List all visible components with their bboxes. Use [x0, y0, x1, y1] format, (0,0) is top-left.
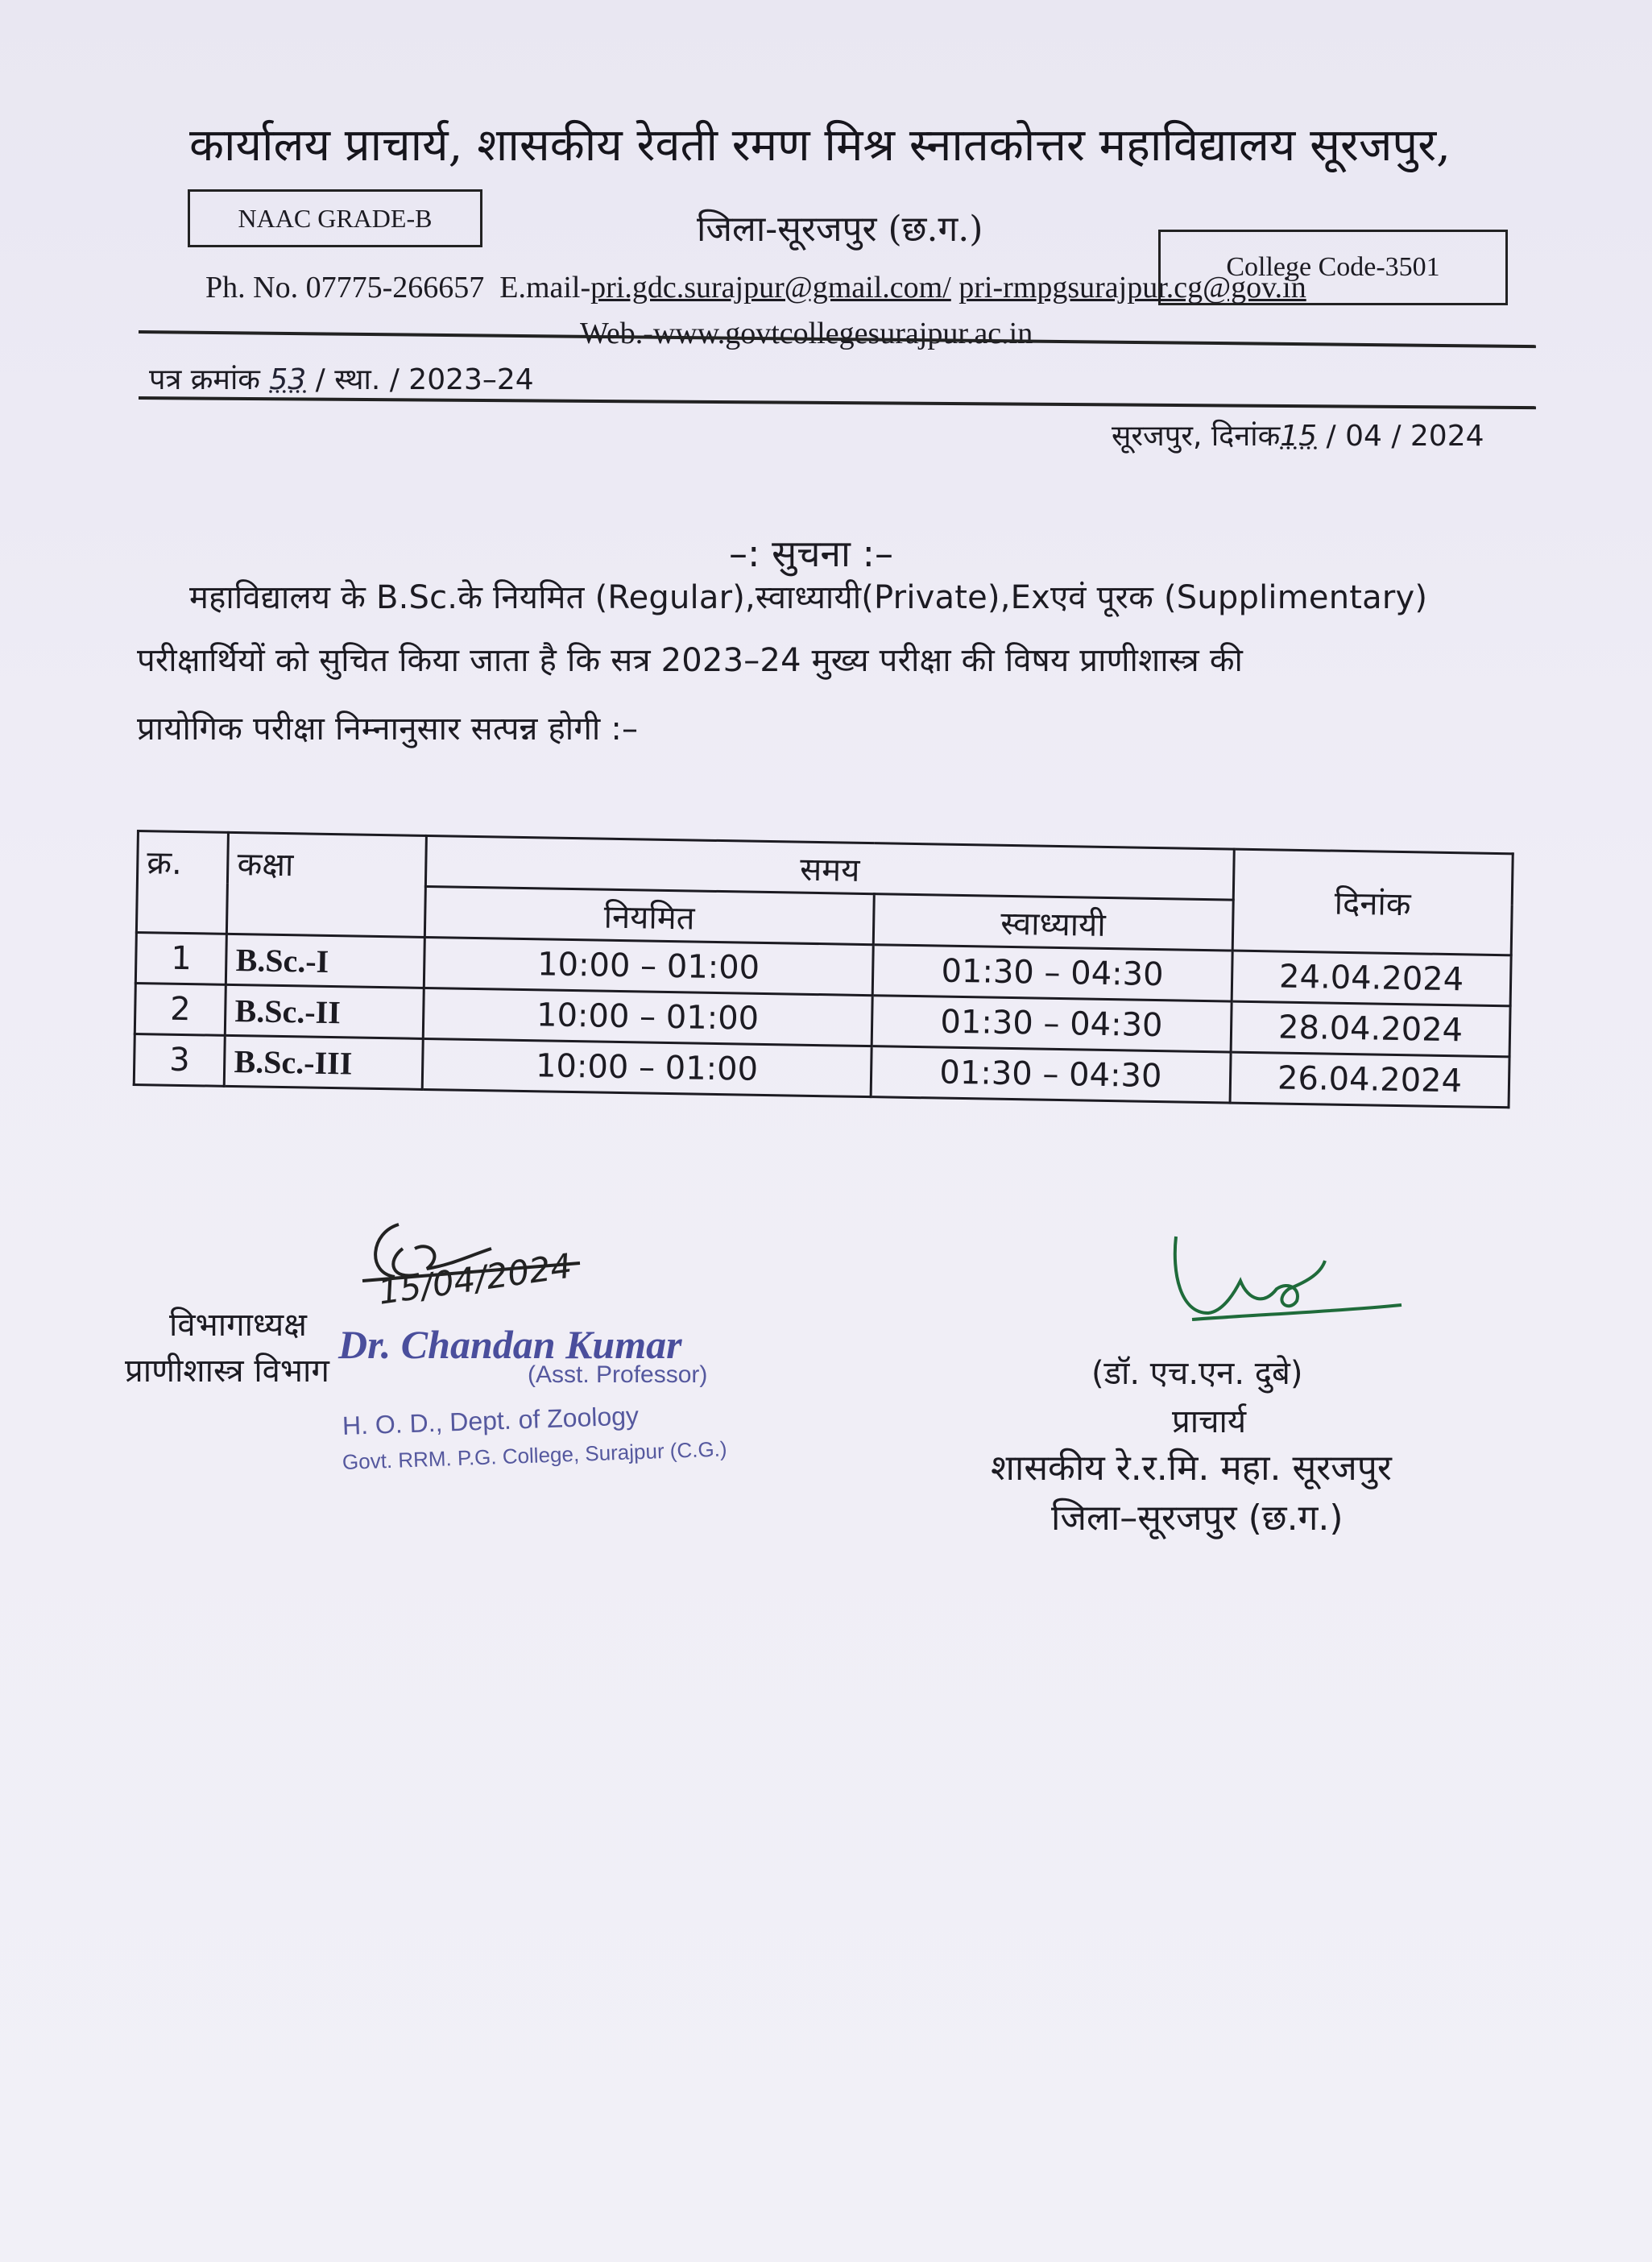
header-private: स्वाध्यायी — [873, 894, 1233, 951]
letterhead-subtitle: जिला-सूरजपुर (छ.ग.) — [697, 209, 983, 250]
hod-sign-date: 15/04/2024 — [375, 1245, 575, 1312]
letter-date — [1112, 415, 1484, 454]
website-line: Web.-www.govtcollegesurajpur.ac.in — [580, 317, 1033, 350]
row-sr: 1 — [135, 933, 226, 985]
college-code-box: College Code-3501 — [1158, 230, 1508, 305]
row-regular-time: 10:00 – 01:00 — [423, 988, 872, 1046]
email-primary: pri.gdc.surajpur@gmail.com/ — [590, 271, 951, 304]
header-date: दिनांक — [1232, 849, 1513, 955]
principal-name: (डॉ. एच.एन. दुबे) — [1091, 1355, 1303, 1392]
row-class: B.Sc.-II — [226, 984, 424, 1038]
row-private-time: 01:30 – 04:30 — [871, 1046, 1231, 1103]
notice-paragraph-line-1: महाविद्यालय के B.Sc.के नियमित (Regular),स्वाध्यायी(Private),Exएवं पूरक (Supplimentary) — [189, 579, 1428, 616]
row-date: 24.04.2024 — [1232, 951, 1511, 1006]
principal-college: शासकीय रे.र.मि. महा. सूरजपुर — [991, 1448, 1392, 1489]
row-class: B.Sc.-I — [226, 934, 425, 988]
date-prefix: सूरजपुर, दिनांक — [1112, 420, 1281, 453]
header-class: कक्षा — [227, 832, 427, 937]
header-regular: नियमित — [424, 886, 874, 944]
row-regular-time: 10:00 – 01:00 — [422, 1038, 872, 1096]
stamp-department: H. O. D., Dept. of Zoology — [342, 1401, 640, 1440]
row-regular-time: 10:00 – 01:00 — [424, 937, 873, 995]
row-sr: 3 — [134, 1034, 225, 1086]
phone-number: Ph. No. 07775-266657 — [205, 271, 485, 304]
row-private-time: 01:30 – 04:30 — [872, 945, 1232, 1001]
hod-designation: विभागाध्यक्ष — [169, 1307, 307, 1344]
stamp-title: (Asst. Professor) — [528, 1361, 708, 1388]
ref-number: 53 — [269, 363, 307, 396]
email-label: E.mail- — [499, 271, 591, 304]
hod-department: प्राणीशास्त्र विभाग — [125, 1353, 329, 1390]
principal-designation: प्राचार्य — [1172, 1403, 1247, 1440]
principal-signature — [1160, 1224, 1418, 1340]
row-class: B.Sc.-III — [225, 1035, 424, 1089]
contact-line — [205, 270, 1306, 305]
stamp-name: Dr. Chandan Kumar — [338, 1322, 682, 1367]
letter-reference — [149, 358, 534, 398]
date-suffix: / 04 / 2024 — [1326, 420, 1484, 453]
ref-suffix: / स्था. / 2023–24 — [315, 363, 534, 396]
naac-grade-box: NAAC GRADE-B — [188, 189, 482, 247]
row-date: 26.04.2024 — [1230, 1052, 1509, 1108]
header-sr: क्र. — [136, 831, 228, 934]
row-date: 28.04.2024 — [1231, 1001, 1510, 1057]
notice-paragraph-line-3: प्रायोगिक परीक्षा निम्नानुसार सत्पन्न होगी :– — [137, 710, 639, 748]
letterhead-title: कार्यालय प्राचार्य, शासकीय रेवती रमण मिश्र स्नातकोत्तर महाविद्यालय सूरजपुर, — [189, 119, 1451, 172]
exam-schedule-table — [133, 830, 1514, 1108]
row-private-time: 01:30 – 04:30 — [872, 996, 1232, 1052]
date-day: 15 — [1280, 420, 1318, 453]
notice-title: –: सुचना :– — [729, 532, 893, 575]
principal-district: जिला–सूरजपुर (छ.ग.) — [1051, 1498, 1344, 1539]
stamp-college: Govt. RRM. P.G. College, Surajpur (C.G.) — [342, 1436, 727, 1474]
row-sr: 2 — [135, 983, 226, 1035]
notice-paragraph-line-2: परीक्षार्थियों को सुचित किया जाता है कि सत्र 2023–24 मुख्य परीक्षा की विषय प्राणीशास्त्र की — [137, 642, 1244, 679]
header-time: समय — [425, 835, 1234, 900]
ref-prefix: पत्र क्रमांक — [149, 363, 260, 396]
email-secondary: pri-rmpgsurajpur.cg@gov.in — [958, 271, 1306, 304]
